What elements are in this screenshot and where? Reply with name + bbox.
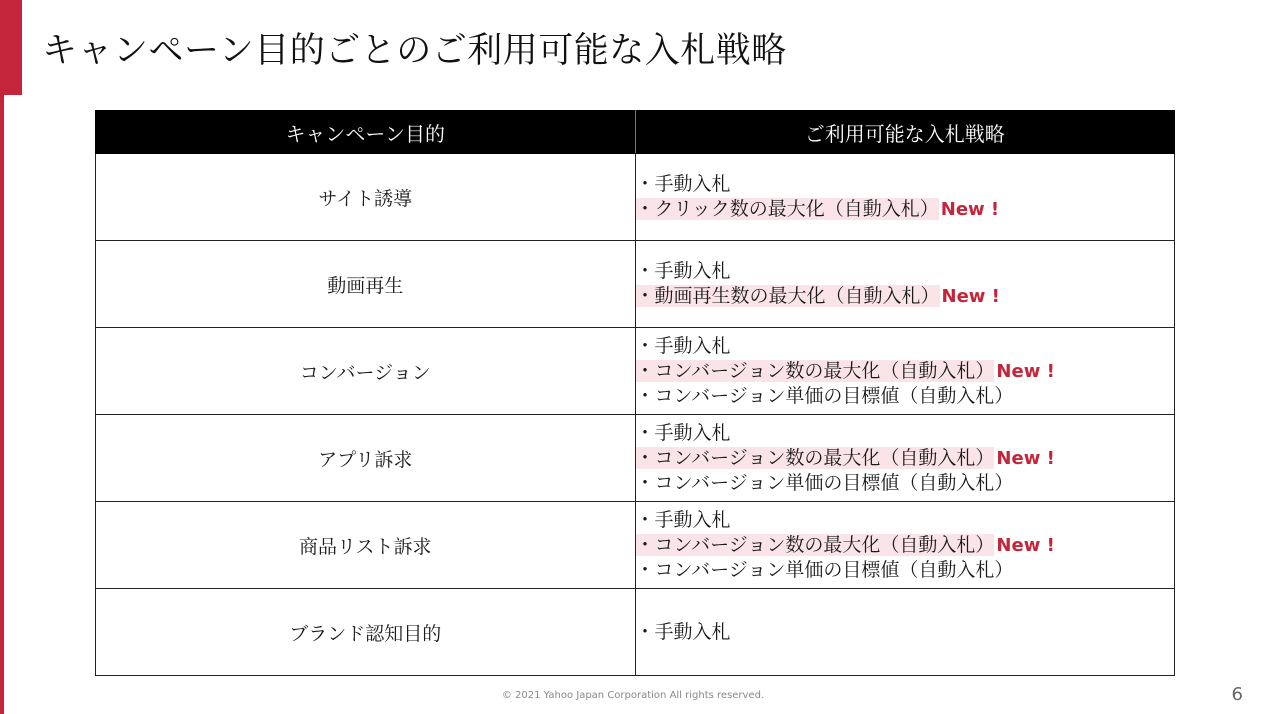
strategy-text: ・クリック数の最大化（自動入札） (635, 198, 939, 220)
new-badge: New ! (941, 286, 1000, 307)
strategies-cell (635, 154, 1175, 241)
campaign-purpose-cell: サイト誘導 (96, 154, 636, 241)
table-row (96, 502, 1175, 589)
page-title: キャンペーン目的ごとのご利用可能な入札戦略 (42, 31, 787, 71)
table-row (96, 415, 1175, 502)
campaign-purpose-cell: 動画再生 (96, 241, 636, 328)
strategy-item (636, 197, 1175, 222)
strategy-text: ・コンバージョン数の最大化（自動入札） (635, 446, 995, 469)
strategy-text: ・コンバージョン単価の目標値（自動入札） (635, 558, 1014, 581)
new-badge: New ! (996, 360, 1055, 382)
strategy-text: ・コンバージョン単価の目標値（自動入札） (635, 471, 1014, 494)
new-badge: New ! (996, 534, 1055, 556)
strategy-text: ・手動入札 (635, 334, 731, 357)
strategy-item (636, 334, 1175, 359)
strategy-item (636, 284, 1175, 309)
strategies-cell (635, 589, 1175, 676)
new-badge: New ! (996, 447, 1055, 469)
header-available-strategies: ご利用可能な入札戦略 (635, 111, 1175, 154)
strategy-item (636, 446, 1175, 471)
bidding-strategy-table (95, 110, 1175, 676)
table-row (96, 154, 1175, 241)
strategy-text: ・手動入札 (635, 620, 731, 643)
strategies-cell (635, 502, 1175, 589)
strategy-text: ・コンバージョン数の最大化（自動入札） (635, 359, 995, 382)
table-row (96, 328, 1175, 415)
strategy-item (636, 533, 1175, 558)
campaign-purpose-cell: 商品リスト訴求 (96, 502, 636, 589)
strategy-text: ・手動入札 (635, 260, 731, 282)
campaign-purpose-cell: コンバージョン (96, 328, 636, 415)
table-row (96, 241, 1175, 328)
strategy-item (636, 259, 1175, 284)
footer-copyright: © 2021 Yahoo Japan Corporation All rights reserved. (501, 690, 765, 701)
strategies-cell (635, 241, 1175, 328)
accent-line (0, 95, 4, 714)
table-header-row (96, 111, 1175, 154)
strategy-text: ・手動入札 (635, 421, 731, 444)
accent-bar (0, 0, 22, 95)
strategy-item (636, 172, 1175, 197)
strategies-cell (635, 328, 1175, 415)
header-campaign-purpose: キャンペーン目的 (96, 111, 636, 154)
strategy-item (636, 620, 1175, 645)
page-number: 6 (1231, 684, 1243, 705)
strategy-item (636, 359, 1175, 384)
strategy-item (636, 421, 1175, 446)
new-badge: New ! (940, 199, 1000, 220)
campaign-purpose-cell: ブランド認知目的 (96, 589, 636, 676)
strategy-text: ・手動入札 (635, 508, 731, 531)
strategy-item (636, 508, 1175, 533)
strategies-cell (635, 415, 1175, 502)
table-row (96, 589, 1175, 676)
strategy-item (636, 558, 1175, 583)
strategy-text: ・動画再生数の最大化（自動入札） (635, 285, 940, 307)
strategy-text: ・手動入札 (635, 173, 731, 195)
strategy-text: ・コンバージョン数の最大化（自動入札） (635, 533, 995, 556)
strategy-text: ・コンバージョン単価の目標値（自動入札） (635, 384, 1014, 407)
strategy-item (636, 384, 1175, 409)
campaign-purpose-cell: アプリ訴求 (96, 415, 636, 502)
strategy-item (636, 471, 1175, 496)
